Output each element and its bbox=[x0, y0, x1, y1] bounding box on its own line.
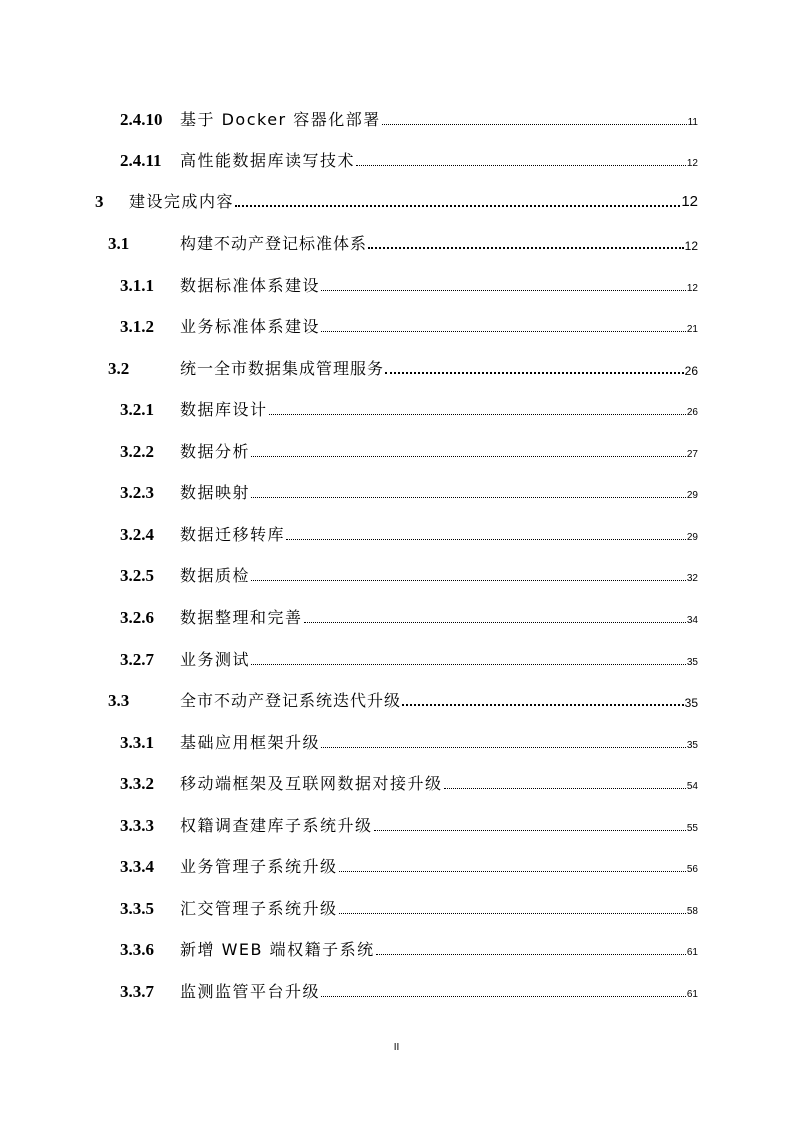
toc-leader-dots bbox=[385, 372, 684, 374]
toc-entry-title: 建设完成内容 bbox=[129, 192, 235, 211]
toc-entry-page: 12 bbox=[686, 158, 698, 169]
toc-entry-title: 高性能数据库读写技术 bbox=[180, 151, 356, 170]
toc-leader-dots bbox=[251, 580, 686, 581]
toc-entry-number: 3 bbox=[95, 192, 104, 211]
toc-entry-number: 3.3.5 bbox=[120, 899, 154, 918]
toc-entry[interactable] bbox=[120, 978, 698, 1002]
toc-entry[interactable] bbox=[120, 396, 698, 420]
toc-leader-dots bbox=[339, 913, 686, 914]
toc-entry[interactable] bbox=[120, 562, 698, 586]
toc-entry[interactable] bbox=[120, 770, 698, 794]
toc-entry[interactable] bbox=[120, 853, 698, 877]
toc-leader-dots bbox=[321, 996, 686, 997]
toc-entry-title: 数据分析 bbox=[180, 442, 251, 461]
toc-entry-number: 3.1.1 bbox=[120, 276, 154, 295]
toc-entry-number: 3.3.7 bbox=[120, 982, 154, 1001]
toc-entry-number: 3.2.4 bbox=[120, 525, 154, 544]
toc-entry-page: 32 bbox=[686, 573, 698, 584]
toc-entry-title: 数据库设计 bbox=[180, 400, 268, 419]
toc-entry-title: 数据标准体系建设 bbox=[180, 276, 321, 295]
toc-entry[interactable] bbox=[95, 188, 698, 212]
toc-entry-title: 数据迁移转库 bbox=[180, 525, 286, 544]
toc-entry-page: 58 bbox=[686, 906, 698, 917]
toc-entry-title: 数据映射 bbox=[180, 483, 251, 502]
toc-entry[interactable] bbox=[120, 479, 698, 503]
toc-entry-title: 业务标准体系建设 bbox=[180, 317, 321, 336]
toc-leader-dots bbox=[321, 747, 686, 748]
toc-entry-title: 数据质检 bbox=[180, 566, 251, 585]
toc-entry-page: 11 bbox=[687, 117, 698, 128]
toc-leader-dots bbox=[339, 871, 686, 872]
toc-leader-dots bbox=[368, 247, 684, 249]
toc-entry-number: 3.3.3 bbox=[120, 816, 154, 835]
toc-entry-number: 3.3 bbox=[108, 691, 130, 710]
toc-entry-title: 统一全市数据集成管理服务 bbox=[180, 359, 385, 378]
toc-entry-number: 3.3.6 bbox=[120, 940, 154, 959]
toc-entry-page: 61 bbox=[686, 947, 698, 958]
toc-entry-number: 2.4.10 bbox=[120, 110, 163, 129]
toc-entry[interactable] bbox=[120, 895, 698, 919]
toc-entry[interactable] bbox=[108, 230, 698, 254]
toc-entry-number: 3.3.1 bbox=[120, 733, 154, 752]
toc-leader-dots bbox=[374, 830, 686, 831]
toc-entry[interactable] bbox=[108, 687, 698, 711]
toc-entry-page: 34 bbox=[686, 615, 698, 626]
page-number-footer: II bbox=[393, 1042, 400, 1053]
toc-leader-dots bbox=[251, 664, 686, 665]
toc-entry[interactable] bbox=[120, 936, 698, 960]
toc-entry-title: 权籍调查建库子系统升级 bbox=[180, 816, 373, 835]
toc-leader-dots bbox=[321, 331, 686, 332]
toc-leader-dots bbox=[269, 414, 686, 415]
toc-entry-number: 3.2 bbox=[108, 359, 130, 378]
toc-entry-title: 全市不动产登记系统迭代升级 bbox=[180, 691, 402, 710]
toc-entry-number: 3.1 bbox=[108, 234, 130, 253]
toc-entry-number: 3.2.3 bbox=[120, 483, 154, 502]
toc-entry-title: 构建不动产登记标准体系 bbox=[180, 234, 368, 253]
toc-leader-dots bbox=[356, 165, 686, 166]
toc-leader-dots bbox=[235, 205, 680, 207]
toc-entry-page: 12 bbox=[686, 283, 698, 294]
toc-entry-page: 12 bbox=[684, 239, 698, 253]
toc-leader-dots bbox=[286, 539, 686, 540]
toc-leader-dots bbox=[382, 124, 687, 125]
toc-entry-page: 29 bbox=[686, 490, 698, 501]
toc-entry-page: 55 bbox=[686, 823, 698, 834]
toc-entry-title: 基础应用框架升级 bbox=[180, 733, 321, 752]
toc-entry[interactable] bbox=[120, 106, 698, 130]
toc-entry-page: 12 bbox=[681, 193, 698, 210]
toc-entry-number: 3.2.2 bbox=[120, 442, 154, 461]
toc-entry-page: 35 bbox=[686, 657, 698, 668]
toc-entry[interactable] bbox=[108, 355, 698, 379]
toc-leader-dots bbox=[304, 622, 686, 623]
toc-entry[interactable] bbox=[120, 812, 698, 836]
toc-entry-title: 汇交管理子系统升级 bbox=[180, 899, 338, 918]
toc-leader-dots bbox=[444, 788, 686, 789]
toc-entry-title: 基于 Docker 容器化部署 bbox=[180, 110, 381, 129]
toc-entry[interactable] bbox=[120, 646, 698, 670]
toc-entry[interactable] bbox=[120, 604, 698, 628]
toc-entry-title: 业务测试 bbox=[180, 650, 251, 669]
toc-leader-dots bbox=[251, 456, 686, 457]
toc-entry[interactable] bbox=[120, 313, 698, 337]
toc-entry-number: 3.2.1 bbox=[120, 400, 154, 419]
toc-entry-page: 26 bbox=[684, 364, 698, 378]
toc-entry-page: 61 bbox=[686, 989, 698, 1000]
toc-leader-dots bbox=[402, 704, 684, 706]
toc-entry-title: 监测监管平台升级 bbox=[180, 982, 321, 1001]
toc-entry-page: 21 bbox=[686, 324, 698, 335]
toc-entry[interactable] bbox=[120, 729, 698, 753]
toc-entry-number: 3.3.4 bbox=[120, 857, 154, 876]
toc-entry-title: 移动端框架及互联网数据对接升级 bbox=[180, 774, 443, 793]
toc-entry-page: 29 bbox=[686, 532, 698, 543]
toc-leader-dots bbox=[251, 497, 686, 498]
toc-entry-page: 27 bbox=[686, 449, 698, 460]
toc-entry-number: 3.2.5 bbox=[120, 566, 154, 585]
toc-entry[interactable] bbox=[120, 272, 698, 296]
toc-entry[interactable] bbox=[120, 147, 698, 171]
toc-entry[interactable] bbox=[120, 438, 698, 462]
toc-entry-number: 3.2.7 bbox=[120, 650, 154, 669]
toc-entry-number: 2.4.11 bbox=[120, 151, 162, 170]
toc-entry-title: 数据整理和完善 bbox=[180, 608, 303, 627]
toc-entry-title: 业务管理子系统升级 bbox=[180, 857, 338, 876]
toc-entry-page: 56 bbox=[686, 864, 698, 875]
toc-entry-number: 3.2.6 bbox=[120, 608, 154, 627]
toc-entry-page: 35 bbox=[684, 696, 698, 710]
toc-entry[interactable] bbox=[120, 521, 698, 545]
toc-entry-number: 3.1.2 bbox=[120, 317, 154, 336]
toc-entry-page: 54 bbox=[686, 781, 698, 792]
toc-leader-dots bbox=[376, 954, 686, 955]
toc-entry-page: 26 bbox=[686, 407, 698, 418]
toc-entry-page: 35 bbox=[686, 740, 698, 751]
toc-leader-dots bbox=[321, 290, 686, 291]
toc-entry-title: 新增 WEB 端权籍子系统 bbox=[180, 940, 375, 959]
toc-entry-number: 3.3.2 bbox=[120, 774, 154, 793]
